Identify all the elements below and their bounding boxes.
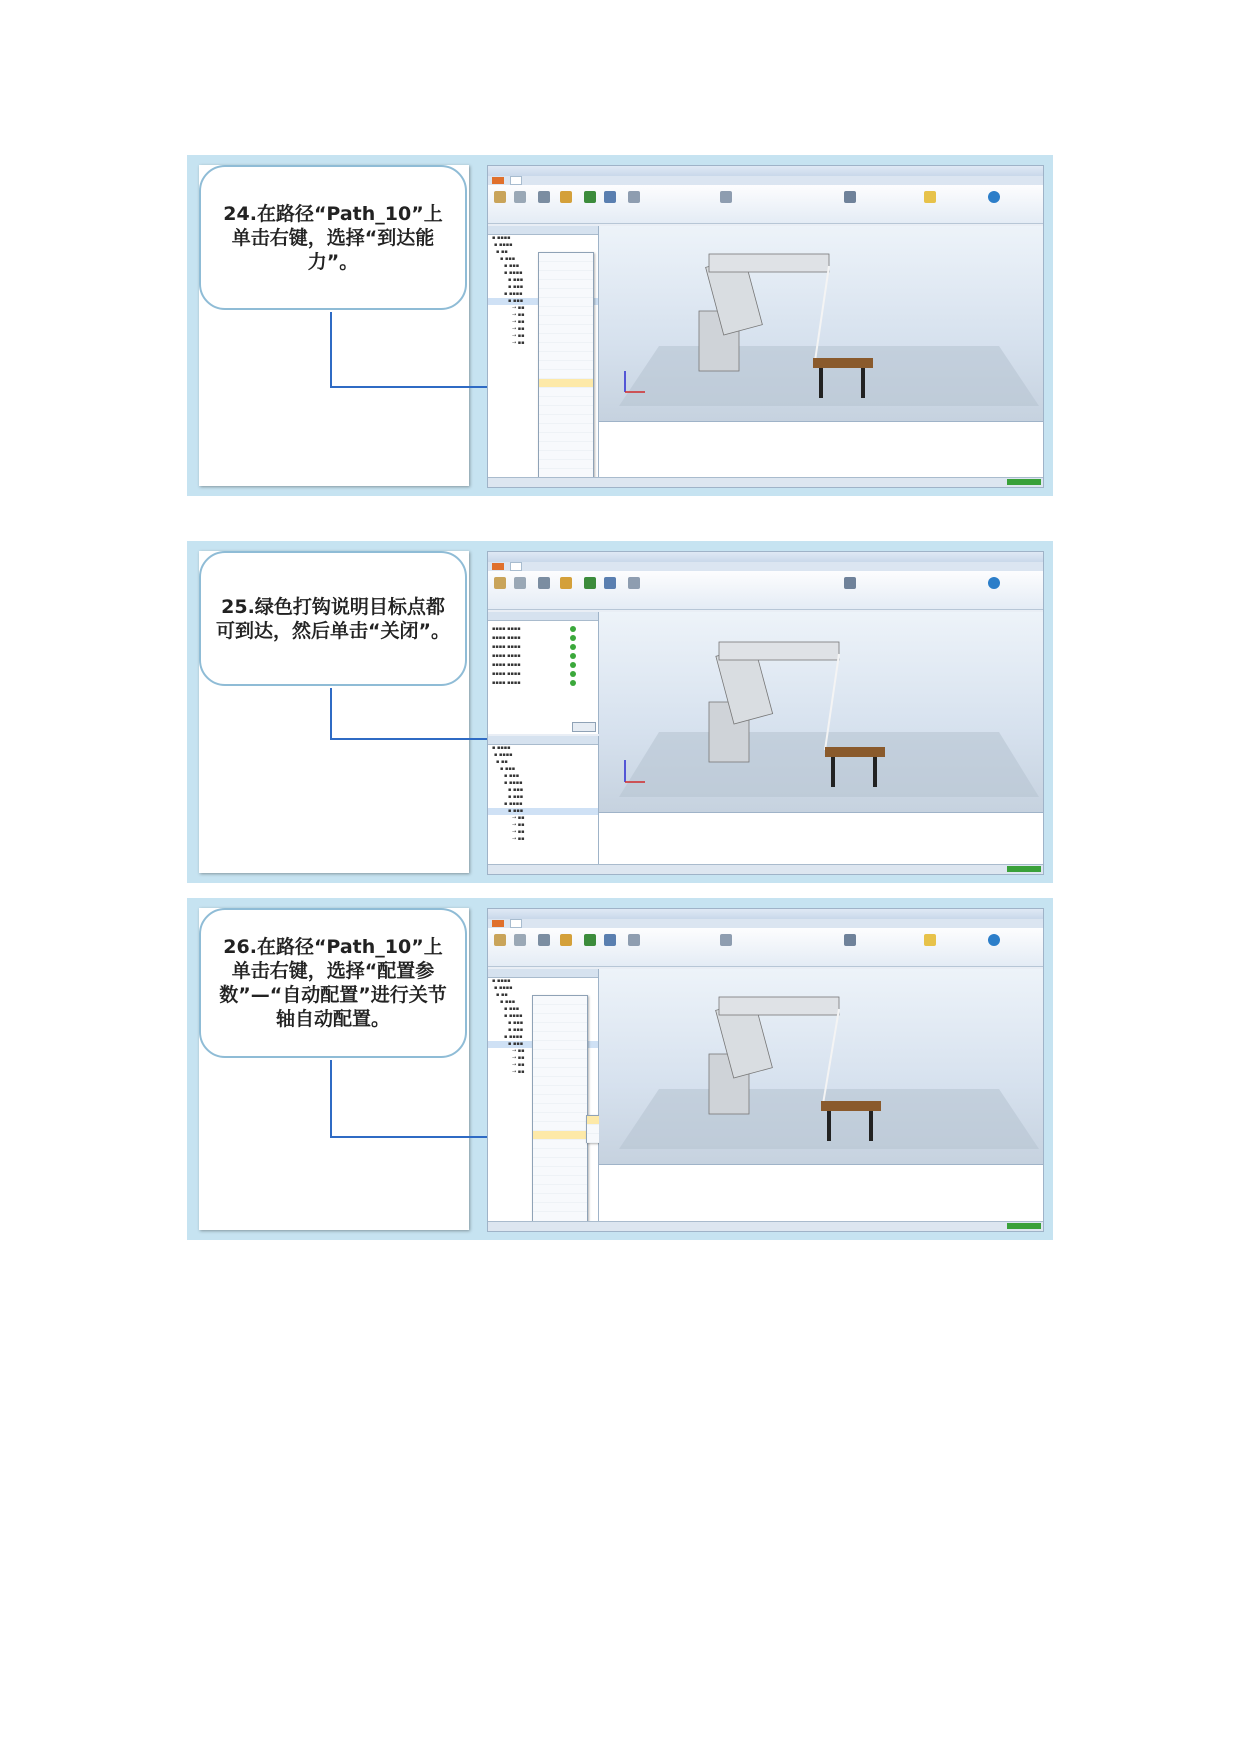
app-titlebar [488,552,1043,562]
statusbar [488,1221,1043,1231]
context-menu [538,252,594,480]
step-25-connector-vertical [330,688,332,740]
menu-item[interactable] [539,289,593,298]
3d-viewport[interactable] [599,612,1043,812]
output-pane [599,812,1043,865]
menu-item[interactable] [533,1068,587,1077]
menu-item[interactable] [539,334,593,343]
menu-item[interactable] [539,460,593,469]
menu-item[interactable] [533,1041,587,1050]
reachability-dialog: ▪▪▪▪ ▪▪▪▪ ▪▪▪▪ ▪▪▪▪ ▪▪▪▪ ▪▪▪▪ ▪▪▪▪ ▪▪▪▪ ▪▪▪▪ ▪▪▪▪ ▪▪▪▪ ▪▪▪▪ ▪▪▪▪ ▪▪▪▪ [488,612,599,734]
robot-scene [599,226,1043,421]
menu-item[interactable] [533,1113,587,1122]
step-24-robotstudio-screenshot [487,165,1044,488]
config-params-menu-item[interactable] [533,1131,587,1140]
home-tab[interactable] [510,562,522,571]
menu-item[interactable] [533,1167,587,1176]
menu-item[interactable] [539,361,593,370]
output-pane [599,1164,1043,1222]
layout-tree-pane: ▪ ▪▪▪▪ ▪ ▪▪▪▪ ▪ ▪▪ ▪ ▪▪▪ ▪ ▪▪▪ ▪ ▪▪▪▪ ▪ ▪▪▪ ▪ ▪▪▪ ▪ ▪▪▪▪ ▪ ▪▪▪ → ▪▪ → ▪▪ → ▪▪ → ▪▪ → ▪▪ → ▪▪ [488,226,599,478]
menu-item[interactable] [539,397,593,406]
menu-item[interactable] [539,325,593,334]
menu-item[interactable] [533,1203,587,1212]
menu-item[interactable] [533,1158,587,1167]
reachable-check-icon [570,662,576,668]
ribbon [488,928,1043,967]
robot-scene [599,612,1043,812]
step-25-caption: 25.绿色打钩说明目标点都可到达，然后单击“关闭”。 [216,595,450,642]
menu-item[interactable] [539,370,593,379]
reachable-check-icon [570,644,576,650]
menu-item[interactable] [533,1014,587,1023]
menu-item[interactable] [533,1122,587,1131]
step-24-connector-vertical [330,312,332,387]
reachable-check-icon [570,626,576,632]
menu-item[interactable] [533,1104,587,1113]
step-26-connector-vertical [330,1060,332,1138]
step-24-panel [187,155,1053,496]
step-25-callout [199,551,467,686]
menu-item[interactable] [533,1023,587,1032]
menu-item[interactable] [539,343,593,352]
menu-item[interactable] [539,424,593,433]
3d-viewport[interactable] [599,969,1043,1164]
menu-item[interactable] [533,1095,587,1104]
step-25-robotstudio-screenshot [487,551,1044,875]
menu-item[interactable] [539,298,593,307]
ribbon-tabs [488,919,1043,928]
menu-item[interactable] [539,253,593,262]
file-tab[interactable] [492,177,504,184]
menu-item[interactable] [533,1059,587,1068]
menu-item[interactable] [539,316,593,325]
file-tab[interactable] [492,920,504,927]
home-tab[interactable] [510,919,522,928]
output-pane [599,421,1043,479]
menu-item[interactable] [533,1149,587,1158]
menu-item[interactable] [533,1005,587,1014]
step-24-caption: 24.在路径“Path_10”上单击右键，选择“到达能力”。 [223,202,443,273]
ribbon-tabs [488,562,1043,571]
context-menu [532,995,588,1223]
statusbar [488,477,1043,487]
step-26-caption: 26.在路径“Path_10”上单击右键，选择“配置参数”—“自动配置”进行关节轴自动配置。 [219,936,447,1030]
menu-item[interactable] [533,996,587,1005]
menu-item[interactable] [539,442,593,451]
reachable-check-icon [570,680,576,686]
menu-item[interactable] [533,1077,587,1086]
file-tab[interactable] [492,563,504,570]
statusbar [488,864,1043,874]
step-26-panel [187,898,1053,1240]
menu-item[interactable] [533,1185,587,1194]
menu-item[interactable] [539,280,593,289]
step-26-callout [199,908,467,1058]
step-24-callout [199,165,467,310]
app-titlebar [488,909,1043,919]
layout-tree-pane: ▪ ▪▪▪▪ ▪ ▪▪▪▪ ▪ ▪▪ ▪ ▪▪▪ ▪ ▪▪▪ ▪ ▪▪▪▪ ▪ ▪▪▪ ▪ ▪▪▪ ▪ ▪▪▪▪ ▪ ▪▪▪ → ▪▪ → ▪▪ → ▪▪ → ▪▪ [488,969,599,1221]
menu-item[interactable] [539,388,593,397]
menu-item[interactable] [533,1194,587,1203]
menu-item[interactable] [539,271,593,280]
ribbon-tabs [488,176,1043,185]
menu-item[interactable] [539,433,593,442]
menu-item[interactable] [539,415,593,424]
menu-item[interactable] [539,262,593,271]
menu-item[interactable] [533,1032,587,1041]
reachable-check-icon [570,653,576,659]
menu-item[interactable] [539,307,593,316]
menu-item[interactable] [533,1086,587,1095]
home-tab[interactable] [510,176,522,185]
menu-item[interactable] [533,1176,587,1185]
reachability-menu-item[interactable] [539,379,593,388]
3d-viewport[interactable] [599,226,1043,421]
close-button[interactable] [572,722,596,732]
menu-item[interactable] [539,352,593,361]
step-26-robotstudio-screenshot [487,908,1044,1232]
menu-item[interactable] [533,1050,587,1059]
step-25-panel [187,541,1053,883]
reachable-check-icon [570,671,576,677]
menu-item[interactable] [533,1140,587,1149]
reachable-check-icon [570,635,576,641]
ribbon [488,185,1043,224]
menu-item[interactable] [539,451,593,460]
robot-scene [599,969,1043,1164]
app-titlebar [488,166,1043,176]
menu-item[interactable] [539,406,593,415]
layout-tree-pane: ▪ ▪▪▪▪ ▪ ▪▪▪▪ ▪ ▪▪ ▪ ▪▪▪ ▪ ▪▪▪ ▪ ▪▪▪▪ ▪ ▪▪▪ ▪ ▪▪▪ ▪ ▪▪▪▪ ▪ ▪▪▪ → ▪▪ → ▪▪ → ▪▪ → ▪▪ [488,736,599,864]
ribbon [488,571,1043,610]
